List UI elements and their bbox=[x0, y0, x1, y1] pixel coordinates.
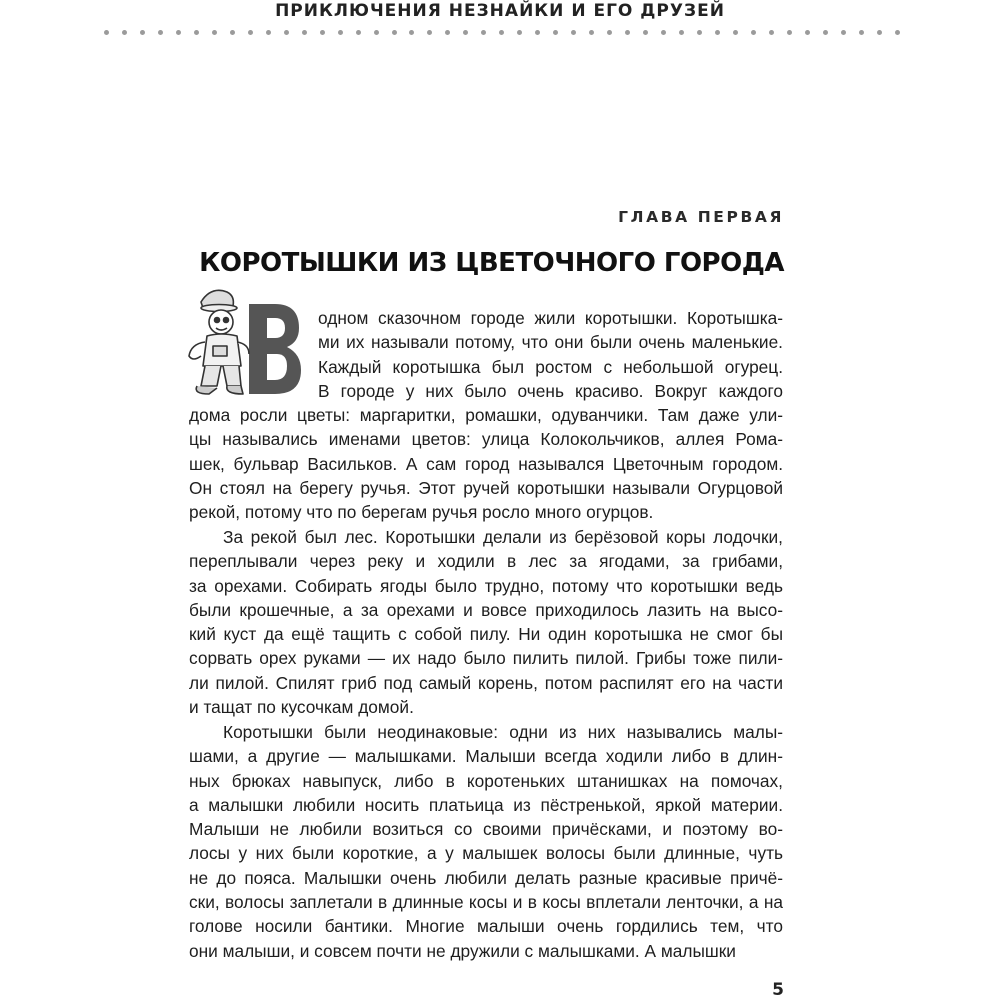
rule-dot bbox=[859, 30, 864, 35]
rule-dot bbox=[284, 30, 289, 35]
text-line: ми их называли потому, что они были очень маленькие. bbox=[318, 332, 783, 353]
rule-dot bbox=[104, 30, 109, 35]
rule-dot bbox=[787, 30, 792, 35]
text-line: лосы у них были короткие, а у малышек волосы были длинные, чуть bbox=[189, 843, 783, 864]
chapter-title: КОРОТЫШКИ ИЗ ЦВЕТОЧНОГО ГОРОДА bbox=[199, 248, 784, 278]
rule-dot bbox=[427, 30, 432, 35]
rule-dot bbox=[158, 30, 163, 35]
rule-dot bbox=[481, 30, 486, 35]
chapter-label: ГЛАВА ПЕРВАЯ bbox=[618, 208, 784, 226]
rule-dot bbox=[266, 30, 271, 35]
rule-dot bbox=[356, 30, 361, 35]
text-line: они малыши, и совсем почти не дружили с малышками. А малышки bbox=[189, 940, 736, 961]
rule-dot bbox=[607, 30, 612, 35]
rule-dot bbox=[769, 30, 774, 35]
text-line: переплывали через реку и ходили в лес за ягодами, за грибами, bbox=[189, 551, 783, 572]
paragraph-2 bbox=[189, 525, 783, 719]
rule-dot bbox=[194, 30, 199, 35]
text-line: одном сказочном городе жили коротышки. Коротышка- bbox=[318, 308, 783, 328]
rule-dot bbox=[212, 30, 217, 35]
rule-dot bbox=[877, 30, 882, 35]
text-line: ных брюках навыпуск, либо в коротеньких штанишках на помочах, bbox=[189, 770, 783, 791]
text-line: кий куст да ещё тащить с собой пилу. Ни один коротышка не смог бы bbox=[189, 624, 783, 645]
rule-dot bbox=[535, 30, 540, 35]
text-line: и тащат по кусочкам домой. bbox=[189, 697, 414, 718]
paragraph-3 bbox=[189, 720, 783, 963]
rule-dot bbox=[751, 30, 756, 35]
rule-dot bbox=[679, 30, 684, 35]
rule-dot bbox=[733, 30, 738, 35]
rule-dot bbox=[302, 30, 307, 35]
rule-dot bbox=[374, 30, 379, 35]
text-line: сорвать орех руками — их надо было пилить пилой. Грибы тоже пили- bbox=[189, 648, 783, 669]
rule-dot bbox=[338, 30, 343, 35]
rule-dot bbox=[248, 30, 253, 35]
text-line: В городе у них было очень красиво. Вокруг каждого bbox=[318, 380, 783, 401]
rule-dot bbox=[230, 30, 235, 35]
rule-dot bbox=[392, 30, 397, 35]
rule-dot bbox=[805, 30, 810, 35]
text-line: шами, а другие — малышками. Малыши всегда ходили либо в длин- bbox=[189, 746, 783, 767]
rule-dot bbox=[463, 30, 468, 35]
rule-dot bbox=[409, 30, 414, 35]
text-line: рекой, потому что по берегам ручья росло много огурцов. bbox=[189, 502, 654, 523]
running-title: ПРИКЛЮЧЕНИЯ НЕЗНАЙКИ И ЕГО ДРУЗЕЙ bbox=[275, 1, 725, 21]
text-line: голове носили бантики. Многие малыши очень гордились тем, что bbox=[189, 916, 783, 937]
rule-dot bbox=[553, 30, 558, 35]
text-line: дома росли цветы: маргаритки, ромашки, одуванчики. Там даже ули- bbox=[189, 405, 783, 426]
text-line: Каждый коротышка был ростом с небольшой огурец. bbox=[318, 356, 783, 377]
rule-dot bbox=[140, 30, 145, 35]
rule-dot bbox=[643, 30, 648, 35]
rule-dot bbox=[661, 30, 666, 35]
rule-dot bbox=[625, 30, 630, 35]
text-line: Малыши не любили возиться со своими причёсками, и поэтому во- bbox=[189, 819, 783, 840]
rule-dot bbox=[823, 30, 828, 35]
paragraph-1 bbox=[189, 306, 783, 525]
rule-dot bbox=[499, 30, 504, 35]
rule-dot bbox=[445, 30, 450, 35]
text-line: Коротышки были неодинаковые: одни из них назывались малы- bbox=[223, 722, 783, 742]
text-line: а малышки любили носить платьица из пёстренькой, яркой материи. bbox=[189, 794, 783, 815]
rule-dot bbox=[715, 30, 720, 35]
rule-dot bbox=[841, 30, 846, 35]
text-line: были крошечные, а за орехами и вовсе приходилось лазить на высо- bbox=[189, 599, 783, 620]
rule-dot bbox=[122, 30, 127, 35]
page-number: 5 bbox=[772, 980, 784, 1000]
rule-dot bbox=[176, 30, 181, 35]
rule-dot bbox=[895, 30, 900, 35]
text-line: ли пилой. Спилят гриб под самый корень, потом распилят его на части bbox=[189, 672, 783, 693]
text-line: шек, бульвар Васильков. А сам город назывался Цветочным городом. bbox=[189, 453, 783, 474]
text-line: цы назывались именами цветов: улица Колокольчиков, аллея Рома- bbox=[189, 429, 783, 450]
rule-dot bbox=[320, 30, 325, 35]
text-line: За рекой был лес. Коротышки делали из берёзовой коры лодочки, bbox=[223, 527, 783, 547]
rule-dot bbox=[697, 30, 702, 35]
text-line: не до пояса. Малышки очень любили делать разные красивые причё- bbox=[189, 867, 783, 888]
rule-dot bbox=[517, 30, 522, 35]
text-line: Он стоял на берегу ручья. Этот ручей коротышки называли Огурцовой bbox=[189, 478, 783, 499]
text-line: за орехами. Собирать ягоды было трудно, потому что коротышки ведь bbox=[189, 575, 783, 596]
rule-dot bbox=[589, 30, 594, 35]
rule-dot bbox=[571, 30, 576, 35]
text-line: ски, волосы заплетали в длинные косы и в косы вплетали ленточки, а на bbox=[189, 892, 783, 913]
dotted-rule bbox=[104, 30, 900, 36]
